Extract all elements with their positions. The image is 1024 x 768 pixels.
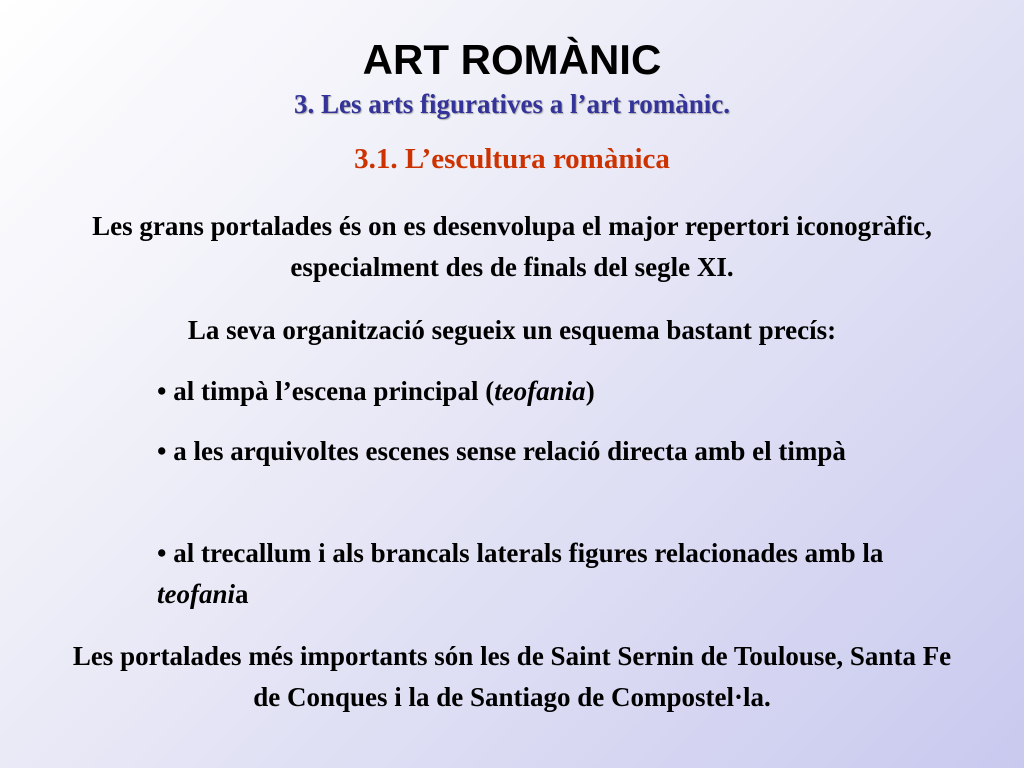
bullet-timpa-text: • al timpà l’escena principal ( [157,376,495,406]
bullet-timpa-italic: teofania [494,376,586,406]
bullet-trecallum-text: • al trecallum i als brancals laterals figures relacionades amb la [157,538,884,568]
bullet-trecallum [157,533,977,615]
paragraph-portalades-importants: Les portalades més importants són les de Saint Sernin de Toulouse, Santa Fe de Conques i la de Santiago de Compostel·la. [72,641,952,712]
bullet-trecallum-end: a [235,579,249,609]
paragraph-organitzacio: La seva organització segueix un esquema bastant precís: [187,315,837,345]
paragraph-portalades: Les grans portalades és on es desenvolupa el major repertori iconogràfic, especialment des de finals del segle XI. [92,211,932,282]
bullet-timpa [157,371,977,412]
section-heading: 3.1. L’escultura romànica [354,143,670,175]
bullet-arquivoltes [157,431,977,472]
bullet-timpa-end: ) [585,376,595,406]
bullet-arquivoltes-text: • a les arquivoltes escenes sense relació directa amb el timpà [157,436,846,466]
bullet-trecallum-italic: teofani [157,579,235,609]
slide-title: ART ROMÀNIC [362,36,662,83]
slide-subtitle: 3. Les arts figuratives a l’art romànic. [294,89,730,119]
